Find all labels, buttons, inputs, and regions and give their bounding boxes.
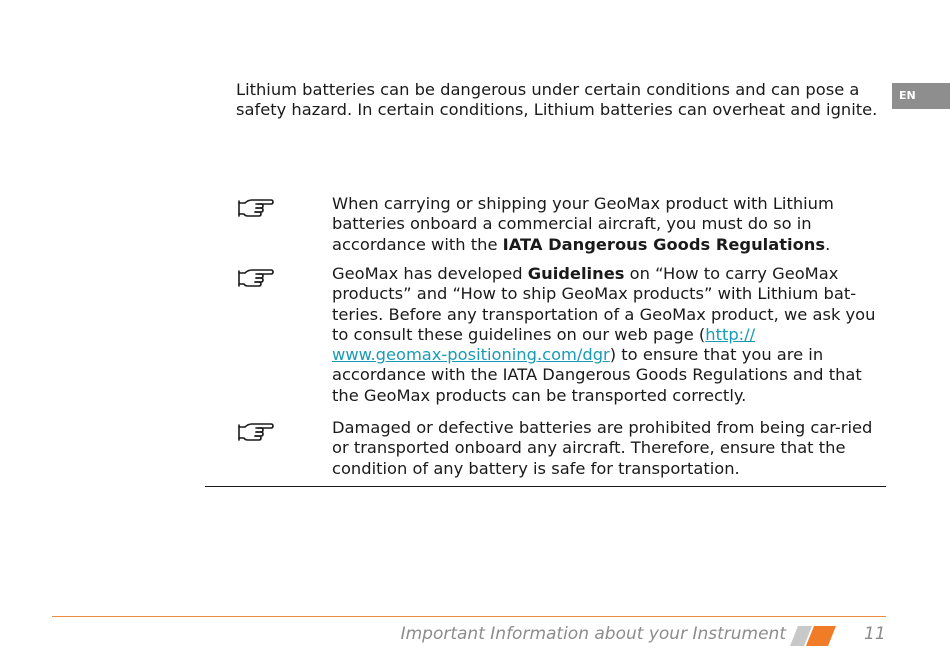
note-text: When carrying or shipping your GeoMax product with Lithium batteries onboard a commercial aircraft, you must do so in accordance with the IATA Dangerous Goods Regulations. (332, 194, 834, 254)
pointing-hand-icon (236, 194, 276, 222)
footer-divider (52, 616, 886, 617)
pointing-hand-icon (236, 418, 276, 446)
note-bold: Guidelines (527, 264, 625, 283)
pointing-hand-icon (236, 264, 276, 292)
guidelines-link[interactable]: http:// www.geomax-positioning.com/dgr (332, 324, 756, 365)
intro-paragraph: Lithium batteries can be dangerous under certain conditions and can pose a safety hazard. In certain conditions, Lithium batteries can overheat and ignite. (236, 80, 878, 120)
note-bold: IATA Dangerous Goods Regulations (502, 234, 826, 254)
note-text: GeoMax has developed Guidelines on “How to carry GeoMax products” and “How to ship GeoMax products” with Lithium bat-teries. Before any transportation of a GeoMax product, we ask you to consult these guidelines on our web page (http:// www.geomax-positioning.com/dgr) to ensure that you are in accordance with the IATA Dangerous Goods Regulations and that the GeoMax products can be transported correctly. (332, 264, 876, 405)
section-divider (205, 486, 886, 487)
footer-title: Important Information about your Instrument (400, 624, 786, 644)
note-text: Damaged or defective batteries are prohibited from being car-ried or transported onboard any aircraft. Therefore, ensure that the condition of any battery is safe for transportation. (332, 418, 873, 478)
footer-stripes-icon (790, 626, 836, 646)
page-number: 11 (864, 624, 886, 644)
language-tab: EN (892, 83, 950, 109)
